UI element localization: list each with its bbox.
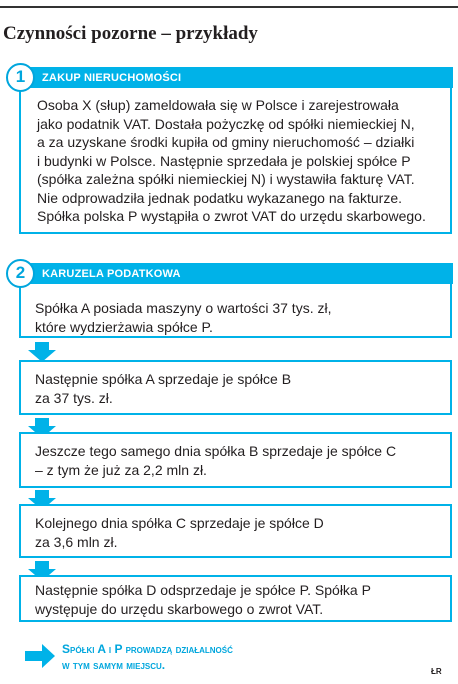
step-line: – z tym że już za 2,2 mln zł. — [35, 462, 207, 478]
step-4-text — [35, 514, 324, 552]
bottom-note-line: w tym samym miejscu. — [62, 658, 166, 672]
section-1-line: Nie odprowadziła jednak podatku wykazanego na fakturze. — [37, 189, 403, 206]
top-rule — [0, 6, 458, 8]
section-1-number: 1 — [6, 63, 35, 92]
step-2-text — [35, 370, 291, 408]
section-1-box — [19, 88, 452, 234]
section-1-line: (spółka zależna spółki niemieckiej N) i wystawiła fakturę VAT. — [37, 171, 415, 187]
section-2-heading: KARUZELA PODATKOWA — [42, 267, 181, 280]
step-3-text — [35, 442, 396, 480]
step-line: Następnie spółka D odsprzedaje je spółce P. Spółka P — [35, 582, 371, 598]
section-1-line: Osoba X (słup) zameldowała się w Polsce i zarejestrowała — [37, 97, 399, 113]
bottom-note-line: Spółki A i P prowadzą działalność — [62, 642, 233, 656]
step-box-1 — [19, 284, 452, 338]
section-1-header — [6, 63, 182, 91]
step-line: Następnie spółka A sprzedaje je spółce B — [35, 371, 292, 387]
step-line: występuje do urzędu skarbowego o zwrot VAT. — [35, 601, 324, 617]
step-line: za 3,6 mln zł. — [35, 534, 118, 550]
section-1-line: jako podatnik VAT. Dostała pożyczkę od spółki niemieckiej N, — [37, 115, 415, 132]
step-line: Jeszcze tego samego dnia spółka B sprzedaje je spółce C — [35, 443, 397, 459]
page-title: Czynności pozorne – przykłady — [3, 23, 258, 44]
step-box-2 — [19, 360, 452, 415]
section-2-header — [6, 259, 181, 287]
section-1-heading: ZAKUP NIERUCHOMOŚCI — [42, 71, 182, 84]
bottom-note — [62, 641, 233, 673]
step-box-3 — [19, 432, 452, 488]
section-1-line: Spółka polska P wystąpiła o zwrot VAT do urzędu skarbowego. — [37, 208, 426, 224]
step-1-text — [35, 299, 331, 337]
step-5-text — [35, 581, 371, 619]
step-box-5 — [19, 575, 452, 622]
step-line: za 37 tys. zł. — [35, 390, 113, 406]
author-credit: ŁR — [431, 667, 442, 676]
section-1-bar — [20, 67, 453, 88]
arrow-down-icon — [28, 342, 56, 362]
arrow-right-icon — [25, 644, 55, 668]
section-1-line: i budynki w Polsce. Następnie sprzedała je polskiej spółce P — [37, 152, 411, 169]
step-line: Kolejnego dnia spółka C sprzedaje je spółce D — [35, 515, 324, 531]
section-2-number: 2 — [6, 259, 35, 288]
step-box-4 — [19, 504, 452, 558]
section-2-bar — [20, 263, 453, 284]
step-line: które wydzierżawia spółce P. — [35, 319, 213, 335]
step-line: Spółka A posiada maszyny o wartości 37 tys. zł, — [35, 300, 332, 316]
section-1-line: a za uzyskane środki kupiła od gminy nieruchomość – działki — [37, 134, 415, 150]
section-1-text — [37, 96, 426, 226]
